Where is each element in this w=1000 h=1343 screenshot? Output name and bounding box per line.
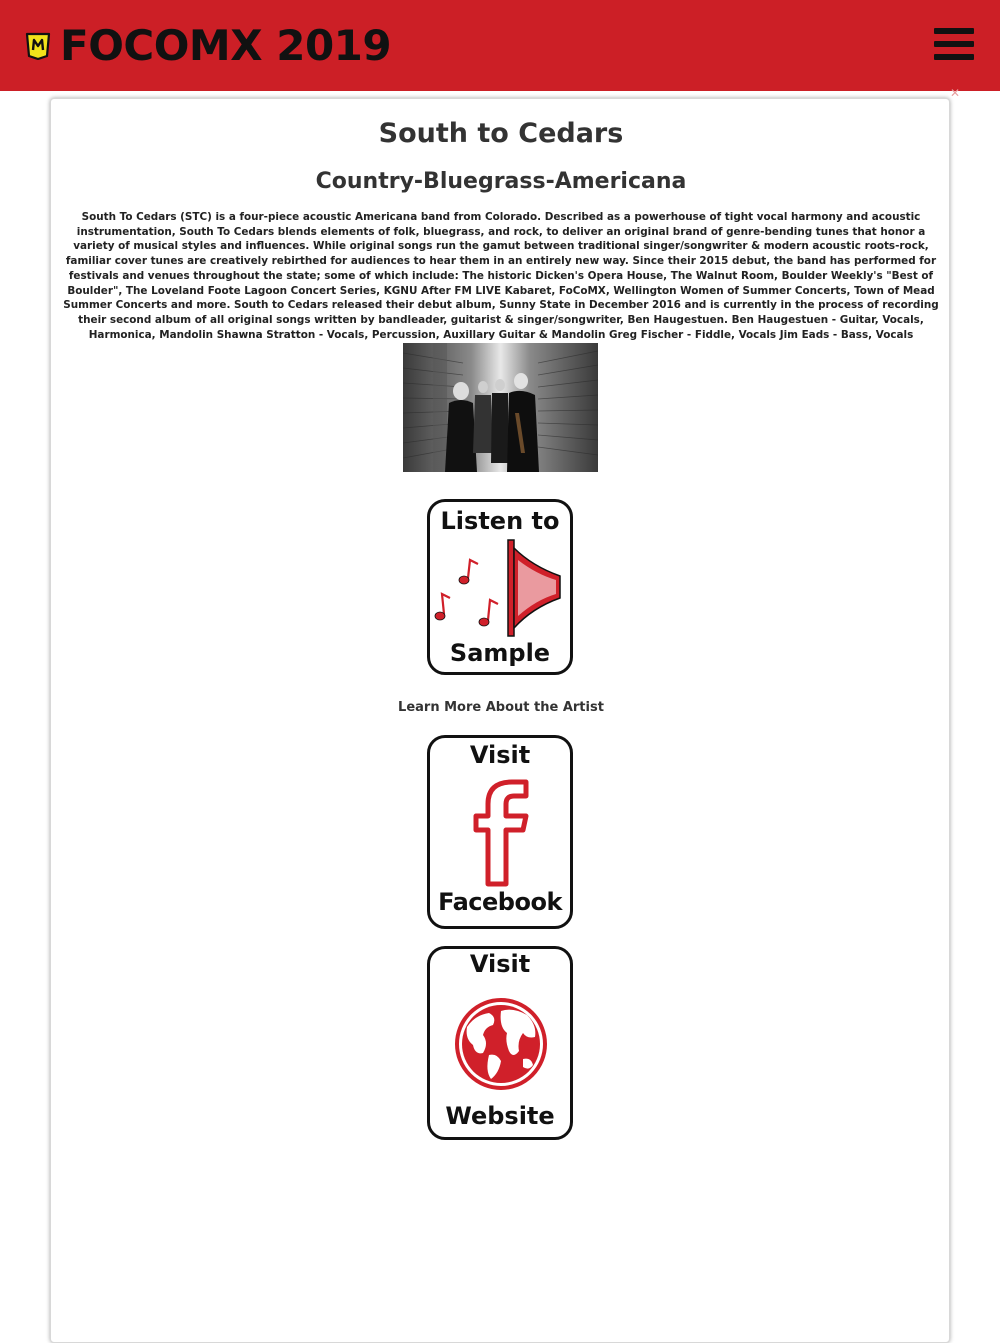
artist-name: South to Cedars xyxy=(378,118,624,149)
band-photo xyxy=(403,343,598,472)
globe-icon xyxy=(453,997,549,1091)
artist-genre: Country-Bluegrass-Americana xyxy=(315,169,687,194)
visit-website-button[interactable] xyxy=(427,946,573,1140)
focomx-logo-icon[interactable] xyxy=(24,30,52,60)
trumpet-music-notes-icon xyxy=(432,538,572,640)
hamburger-menu-icon[interactable] xyxy=(934,26,976,62)
app-header xyxy=(0,0,1000,91)
artist-card xyxy=(50,98,950,1343)
visit-facebook-button[interactable] xyxy=(427,735,573,929)
listen-button-line1: Listen to xyxy=(440,507,560,535)
facebook-button-line2: Facebook xyxy=(438,888,562,916)
learn-more-heading: Learn More About the Artist xyxy=(398,700,604,715)
facebook-f-icon xyxy=(468,778,534,888)
artist-bio: South To Cedars (STC) is a four-piece acoustic Americana band from Colorado. Described as a powerhouse of tight vocal harmony and acoustic instrumentation, South To Cedars blends elements of folk, bluegrass, and rock, to deliver an original brand of genre-bending tunes that honor a variety of musical styles and influences. While original songs run the gamut between traditional singer/songwriter & modern acoustic roots-rock, familiar cover tunes are creatively rebirthed for audiences to hear them in an entirely new way. Since their 2015 debut, the band has performed for festivals and venues throughout the state; some of which include: The historic Dicken's Opera House, The Walnut Room, Boulder Weekly's "Best of Boulder", The Loveland Foote Lagoon Concert Series, KGNU After FM LIVE Kabaret, FoCoMX, Wellington Women of Summer Concerts, Town of Mead Summer Concerts and more. South to Cedars released their debut album, Sunny State in December 2016 and is currently in the process of recording their second album of all original songs written by bandleader, guitarist & singer/songwriter, Ben Haugestuen. Ben Haugestuen - Guitar, Vocals, Harmonica, Mandolin Shawna Stratton - Vocals, Percussion, Auxillary Guitar & Mandolin Greg Fischer - Fiddle, Vocals Jim Eads - Bass, Vocals xyxy=(63,211,939,341)
close-icon[interactable]: ✕ xyxy=(950,88,961,98)
facebook-button-line1: Visit xyxy=(469,741,531,769)
app-title[interactable]: FOCOMX 2019 xyxy=(60,21,392,70)
listen-button-line2: Sample xyxy=(449,639,551,667)
website-button-line2: Website xyxy=(445,1102,555,1130)
listen-to-sample-button[interactable] xyxy=(427,499,573,675)
website-button-line1: Visit xyxy=(469,950,531,978)
